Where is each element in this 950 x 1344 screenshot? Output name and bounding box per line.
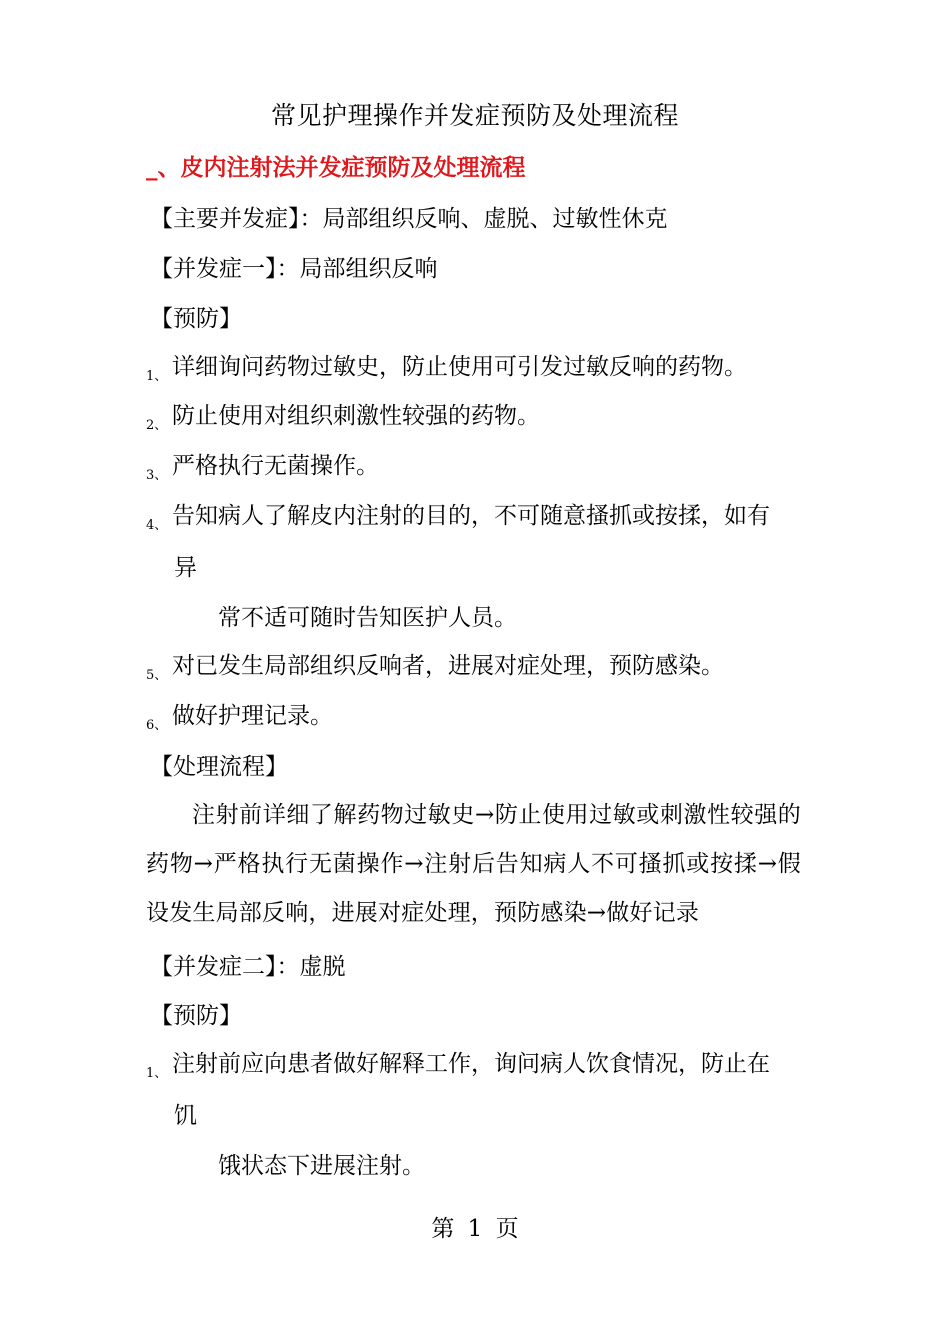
list-item-number: 1、 — [146, 1066, 168, 1081]
list-item-number: 1、 — [146, 369, 168, 384]
process-heading: 【处理流程】 — [150, 754, 288, 780]
prevention-heading-2: 【预防】 — [150, 1003, 242, 1029]
document-title: 常见护理操作并发症预防及处理流程 — [270, 101, 679, 130]
list-item — [146, 399, 540, 433]
list-item — [146, 449, 379, 483]
list-item-number: 2、 — [146, 418, 168, 433]
list-item-text: 防止使用对组织刺激性较强的药物。 — [172, 403, 540, 429]
list-item-number: 5、 — [146, 668, 168, 683]
list-item — [146, 499, 770, 533]
list-item-number: 4、 — [146, 518, 168, 533]
list-item — [146, 649, 724, 683]
list-item — [146, 1047, 770, 1081]
page-number: 第 1 页 — [431, 1216, 519, 1242]
list-item-text: 告知病人了解皮内注射的目的，不可随意搔抓或按揉，如有 — [172, 503, 770, 529]
main-complications-line: 【主要并发症】：局部组织反响、虚脱、过敏性休克 — [150, 206, 668, 232]
list-item-text: 对已发生局部组织反响者，进展对症处理，预防感染。 — [172, 653, 724, 679]
list-item-continuation: 异 — [174, 555, 197, 581]
list-item-number: 6、 — [146, 718, 168, 733]
list-item-continuation: 饥 — [174, 1103, 197, 1129]
list-item-text: 注射前应向患者做好解释工作，询问病人饮食情况，防止在 — [172, 1051, 770, 1077]
list-item-continuation: 饿状态下进展注射。 — [218, 1153, 425, 1179]
process-paragraph: 注射前详细了解药物过敏史→防止使用过敏或刺激性较强的药物→严格执行无菌操作→注射后告知病人不可搔抓或按揉→假设发生局部反响，进展对症处理，预防感染→做好记录 — [146, 802, 801, 926]
list-item-number: 3、 — [146, 468, 168, 483]
complication-one-heading: 【并发症一】：局部组织反响 — [150, 256, 438, 282]
list-item-text: 详细询问药物过敏史，防止使用可引发过敏反响的药物。 — [172, 354, 747, 380]
list-item-text: 做好护理记录。 — [172, 703, 333, 729]
list-item-text: 严格执行无菌操作。 — [172, 453, 379, 479]
complication-two-heading: 【并发症二】：虚脱 — [150, 954, 346, 980]
section-title: 皮内注射法并发症预防及处理流程 — [180, 154, 526, 181]
list-item-continuation: 常不适可随时告知医护人员。 — [218, 605, 517, 631]
list-item — [146, 699, 333, 733]
list-item — [146, 350, 747, 384]
section-heading — [146, 148, 526, 188]
section-number: _、 — [146, 154, 181, 181]
prevention-heading-1: 【预防】 — [150, 306, 242, 332]
